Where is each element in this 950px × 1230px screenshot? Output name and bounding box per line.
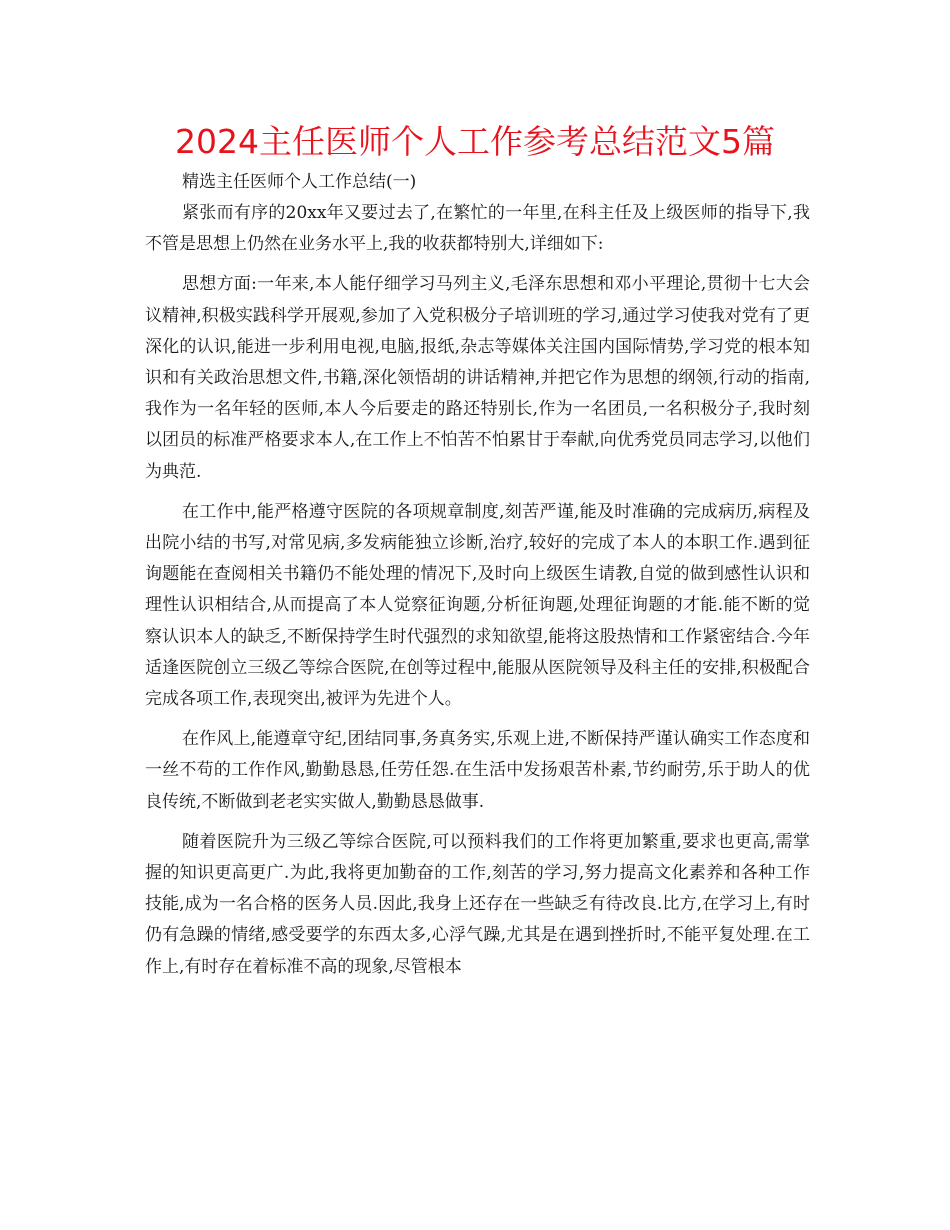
paragraph-4: 在作风上,能遵章守纪,团结同事,务真务实,乐观上进,不断保持严谨认确实工作态度和一丝不苟的工作作风,勤勤恳恳,任劳任怨.在生活中发扬艰苦朴素,节约耐劳,乐于助人的优良传统,不断做到老老实实做人,勤勤恳恳做事. (145, 729, 810, 812)
section-heading: 精选主任医师个人工作总结(一) (182, 172, 417, 192)
document-title: 2024主任医师个人工作参考总结范文5篇 (175, 122, 775, 161)
document-body (145, 166, 810, 992)
paragraph-5: 随着医院升为三级乙等综合医院,可以预料我们的工作将更加繁重,要求也更高,需掌握的知识更高更广.为此,我将更加勤奋的工作,刻苦的学习,努力提高文化素养和各种工作技能,成为一名合格的医务人员.因此,我身上还存在一些缺乏有待改良.比方,在学习上,有时仍有急躁的情绪,感受要学的东西太多,心浮气躁,尤其是在遇到挫折时,不能平复处理.在工作上,有时存在着标准不高的现象,尽管根本 (145, 831, 810, 977)
paragraph-3: 在工作中,能严格遵守医院的各项规章制度,刻苦严谨,能及时准确的完成病历,病程及出院小结的书写,对常见病,多发病能独立诊断,治疗,较好的完成了本人的本职工作.遇到征询题能在查阅相关书籍仍不能处理的情况下,及时向上级医生请教,自觉的做到感性认识和理性认识相结合,从而提高了本人觉察征询题,分析征询题,处理征询题的才能.能不断的觉察认识本人的缺乏,不断保持学生时代强烈的求知欲望,能将这股热情和工作紧密结合.今年适逢医院创立三级乙等综合医院,在创等过程中,能服从医院领导及科主任的安排,积极配合完成各项工作,表现突出,被评为先进个人。 (145, 501, 810, 710)
paragraph-2: 思想方面:一年来,本人能仔细学习马列主义,毛泽东思想和邓小平理论,贯彻十七大会议精神,积极实践科学开展观,参加了入党积极分子培训班的学习,通过学习使我对党有了更深化的认识,能进一步利用电视,电脑,报纸,杂志等媒体关注国内国际情势,学习党的根本知识和有关政治思想文件,书籍,深化领悟胡的讲话精神,并把它作为思想的纲领,行动的指南,我作为一名年轻的医师,本人今后要走的路还特别长,作为一名团员,一名积极分子,我时刻以团员的标准严格要求本人,在工作上不怕苦不怕累甘于奉献,向优秀党员同志学习,以他们为典范. (145, 274, 810, 482)
paragraph-1: 紧张而有序的20xx年又要过去了,在繁忙的一年里,在科主任及上级医师的指导下,我不管是思想上仍然在业务水平上,我的收获都特别大,详细如下: (145, 203, 810, 255)
